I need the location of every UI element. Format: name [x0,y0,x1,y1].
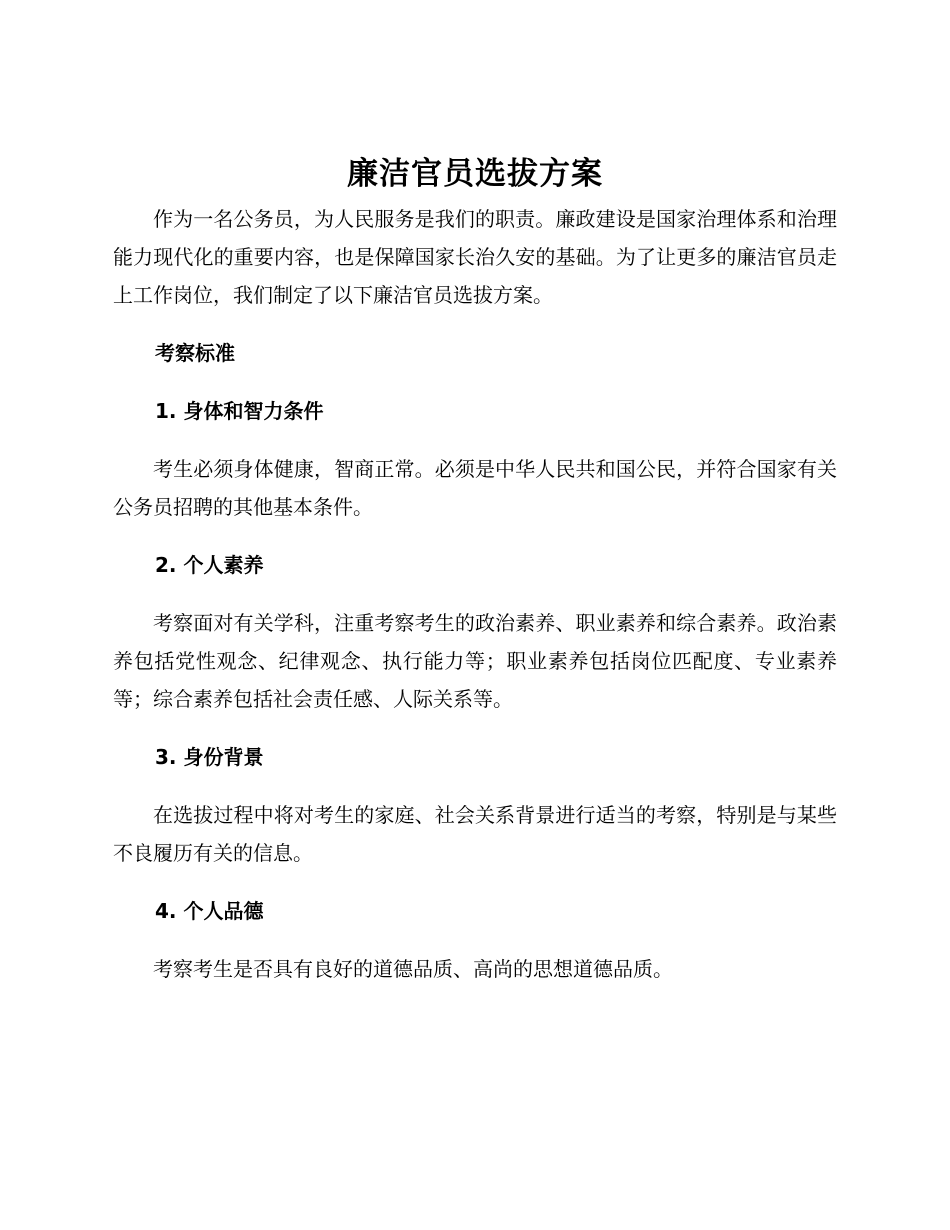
item-body-2: 考察面对有关学科，注重考察考生的政治素养、职业素养和综合素养。政治素养包括党性观念、纪律观念、执行能力等；职业素养包括岗位匹配度、专业素养等；综合素养包括社会责任感、人际关系等。 [113,611,837,711]
item-body-4: 考察考生是否具有良好的道德品质、高尚的思想道德品质。 [153,957,673,981]
item-heading-1: 1. 身体和智力条件 [155,399,324,423]
item-body-1: 考生必须身体健康，智商正常。必须是中华人民共和国公民，并符合国家有关公务员招聘的其他基本条件。 [113,457,837,519]
section-heading: 考察标准 [155,341,235,365]
item-heading-3: 3. 身份背景 [155,745,264,769]
item-body-3: 在选拔过程中将对考生的家庭、社会关系背景进行适当的考察，特别是与某些不良履历有关的信息。 [113,803,837,865]
document-title: 廉洁官员选拔方案 [347,156,603,192]
item-heading-4: 4. 个人品德 [155,899,264,923]
item-heading-2: 2. 个人素养 [155,553,264,577]
intro-paragraph: 作为一名公务员，为人民服务是我们的职责。廉政建设是国家治理体系和治理能力现代化的重要内容，也是保障国家长治久安的基础。为了让更多的廉洁官员走上工作岗位，我们制定了以下廉洁官员选拔方案。 [113,207,837,307]
